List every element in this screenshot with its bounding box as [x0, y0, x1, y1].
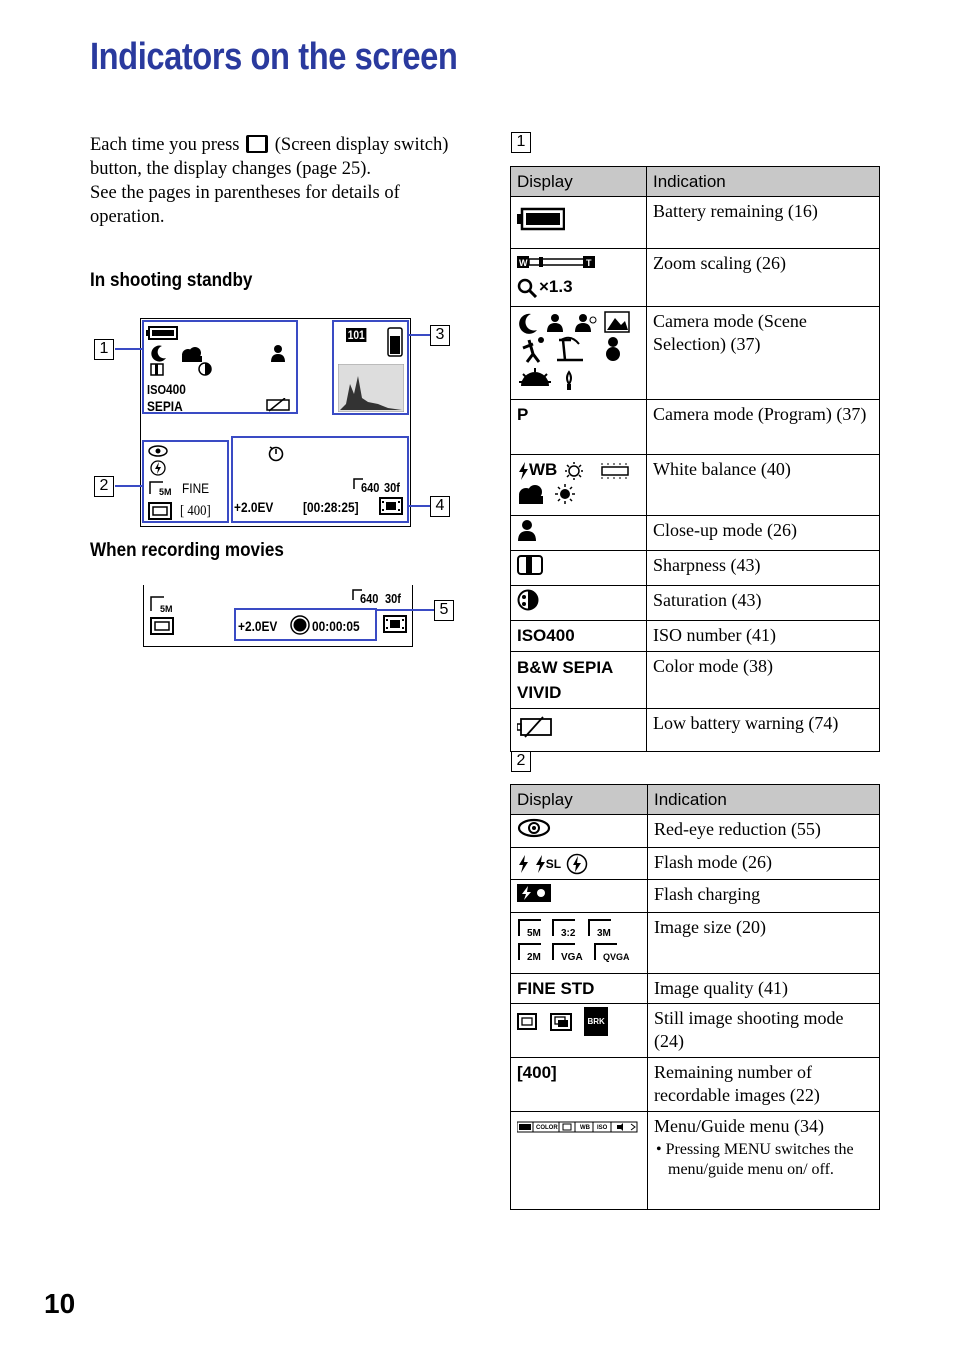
cloudy-icon [180, 346, 204, 362]
row-indication: Menu/Guide menu (34) [654, 1116, 824, 1136]
color-mode-label: B&W SEPIA VIVID [511, 652, 647, 709]
row-indication: Camera mode (Program) (37) [646, 400, 879, 455]
table-row [511, 1112, 880, 1210]
flash-charging-icon [517, 883, 551, 903]
row-indication: ISO number (41) [646, 621, 879, 652]
svg-text:5M: 5M [527, 928, 541, 939]
image-size-icons [517, 916, 641, 964]
table-row [511, 197, 880, 249]
cloudy-sun-icons [517, 482, 587, 506]
intro-paragraph [90, 133, 460, 229]
memory-card-icon [386, 326, 404, 358]
table-row [511, 455, 880, 516]
callout-5-line [375, 609, 434, 611]
single-shot-icon [148, 502, 172, 520]
svg-text:WB: WB [580, 1125, 590, 1131]
table-row [511, 586, 880, 621]
red-eye-icon [148, 445, 168, 457]
table-row [511, 249, 880, 307]
heading-shooting-standby: In shooting standby [90, 270, 253, 291]
zone-2-highlight [142, 440, 229, 523]
zone-3-highlight [332, 320, 409, 415]
twilight-icon [150, 344, 168, 362]
self-timer-icon [267, 444, 285, 462]
zone-1-highlight [142, 320, 298, 414]
row-indication: Color mode (38) [646, 652, 879, 709]
low-battery-icon [265, 398, 291, 412]
row-indication: Image quality (41) [648, 974, 880, 1004]
bracket-icon: BRK [584, 1007, 607, 1036]
svg-text:3M: 3M [597, 928, 611, 939]
battery-icon [146, 326, 178, 340]
row-indication: Red-eye reduction (55) [648, 815, 880, 848]
close-up-icon [517, 519, 537, 541]
table-1 [510, 166, 880, 752]
header-indication: Indication [648, 785, 880, 815]
zone-5-highlight [234, 608, 377, 641]
menu-note-text: Pressing MENU switches the menu/guide menu on/ off. [665, 1141, 854, 1178]
white-balance-icons [562, 461, 632, 481]
movie-size-label: 640 [360, 591, 379, 606]
image-size-icon [149, 480, 173, 496]
row-indication: Battery remaining (16) [646, 197, 879, 249]
table-header-row [511, 167, 880, 197]
slow-sync-icon [534, 854, 546, 874]
svg-text:3:2: 3:2 [561, 928, 576, 939]
page-title: Indicators on the screen [90, 36, 458, 78]
row-indication: Saturation (43) [646, 586, 879, 621]
rec-time-label: 00:00:05 [312, 618, 360, 634]
zoom-scale-icon [517, 278, 539, 298]
low-battery-icon [517, 716, 553, 738]
table-2 [510, 784, 880, 1210]
header-display: Display [511, 167, 647, 197]
movie-screen [143, 585, 413, 647]
row-indication: Zoom scaling (26) [646, 249, 879, 307]
table-row [511, 1058, 880, 1112]
row-indication: Image size (20) [648, 913, 880, 974]
callout-4: 4 [430, 496, 450, 517]
table-row [511, 880, 880, 913]
folder-label: 101 [347, 328, 365, 342]
flash-off-icon [566, 853, 588, 875]
remaining-count: [ 400] [180, 503, 211, 519]
table-row [511, 551, 880, 586]
saturation-icon [517, 589, 539, 611]
callout-3: 3 [430, 325, 450, 346]
row-indication: Low battery warning (74) [646, 709, 879, 752]
wb-label: WB [529, 460, 558, 479]
table-row [511, 400, 880, 455]
table-row [511, 848, 880, 880]
flash-off-icon [150, 460, 166, 476]
callout-4-line [408, 505, 430, 507]
recording-icon [290, 615, 310, 635]
page-number: 10 [44, 1288, 76, 1319]
saturation-icon [198, 362, 212, 376]
row-indication-cell [648, 1112, 880, 1210]
ev-label: +2.0EV [234, 499, 274, 515]
callout-2: 2 [94, 476, 114, 497]
table-row [511, 815, 880, 848]
row-indication: White balance (40) [646, 455, 879, 516]
row-indication: Still image shooting mode (24) [648, 1004, 880, 1058]
svg-text:T: T [586, 258, 592, 268]
table-row [511, 913, 880, 974]
zoom-bar-icon [517, 255, 597, 269]
row-indication: Remaining number of recordable images (22) [648, 1058, 880, 1112]
header-display: Display [511, 785, 648, 815]
svg-text:QVGA: QVGA [603, 952, 630, 962]
svg-text:5M: 5M [160, 604, 173, 613]
color-mode-label: SEPIA [147, 398, 183, 414]
table-header-row [511, 785, 880, 815]
callout-1-line [115, 348, 142, 350]
quality-label: FINE STD [511, 974, 648, 1004]
iso-label: ISO400 [511, 621, 647, 652]
red-eye-icon [517, 818, 551, 838]
callout-1: 1 [94, 339, 114, 360]
svg-text:VGA: VGA [561, 952, 583, 963]
standby-screen [140, 318, 411, 527]
sharpness-icon [150, 363, 164, 376]
image-size-icon [150, 595, 176, 613]
flash-auto-icon [517, 854, 529, 874]
movie-size-label: 640 [361, 480, 380, 495]
slow-sync-label: SL [545, 857, 562, 871]
callout-5: 5 [434, 600, 454, 621]
film-icon [383, 615, 407, 633]
row-indication: Close-up mode (26) [646, 516, 879, 551]
zone-4-highlight [231, 436, 409, 523]
intro-text-1: Each time you press [90, 135, 240, 155]
fps-label: 30f [384, 480, 400, 495]
row-indication: Flash charging [648, 880, 880, 913]
remaining-label: [400] [511, 1058, 648, 1112]
program-label: P [511, 400, 647, 455]
iso-label: ISO400 [147, 381, 186, 397]
table-row [511, 516, 880, 551]
menu-guide-icons [517, 1121, 641, 1133]
sharpness-icon [517, 554, 543, 576]
burst-icon [550, 1013, 572, 1031]
intro-text-3: See the pages in parentheses for details of operation. [90, 183, 400, 227]
intro-text-2: (Screen display switch) button, the display changes (page 25). [90, 135, 449, 179]
table-row [511, 621, 880, 652]
table1-label: 1 [511, 132, 531, 153]
scene-mode-icons [517, 310, 637, 390]
svg-text:ISO: ISO [597, 1125, 608, 1131]
ev-label: +2.0EV [238, 618, 278, 634]
svg-text:W: W [519, 258, 528, 268]
heading-recording-movies: When recording movies [90, 540, 284, 561]
header-indication: Indication [646, 167, 879, 197]
table-row [511, 974, 880, 1004]
table2-label: 2 [511, 751, 531, 772]
quality-label: FINE [182, 480, 210, 496]
svg-text:COLOR: COLOR [536, 1125, 558, 1131]
film-icon [379, 497, 403, 515]
zoom-scale-label: ×1.3 [539, 277, 573, 296]
close-up-icon [270, 344, 286, 362]
flash-icon [517, 461, 529, 481]
row-indication: Camera mode (Scene Selection) (37) [646, 307, 879, 400]
callout-3-line [408, 334, 430, 336]
row-indication: Flash mode (26) [648, 848, 880, 880]
single-shot-icon [150, 617, 174, 635]
table-row [511, 1004, 880, 1058]
table-row [511, 709, 880, 752]
single-shot-icon [517, 1013, 537, 1031]
menu-note: • Pressing MENU switches the menu/guide menu on/ off. [656, 1141, 854, 1178]
battery-icon [517, 207, 565, 231]
table-row [511, 652, 880, 709]
row-indication: Sharpness (43) [646, 551, 879, 586]
screen-display-button-icon [246, 135, 268, 153]
time-label: [00:28:25] [303, 499, 359, 515]
svg-text:2M: 2M [527, 952, 541, 963]
svg-text:5M: 5M [159, 487, 172, 496]
fps-label: 30f [385, 591, 401, 606]
callout-2-line [115, 485, 142, 487]
histogram-icon [338, 364, 404, 412]
table-row [511, 307, 880, 400]
